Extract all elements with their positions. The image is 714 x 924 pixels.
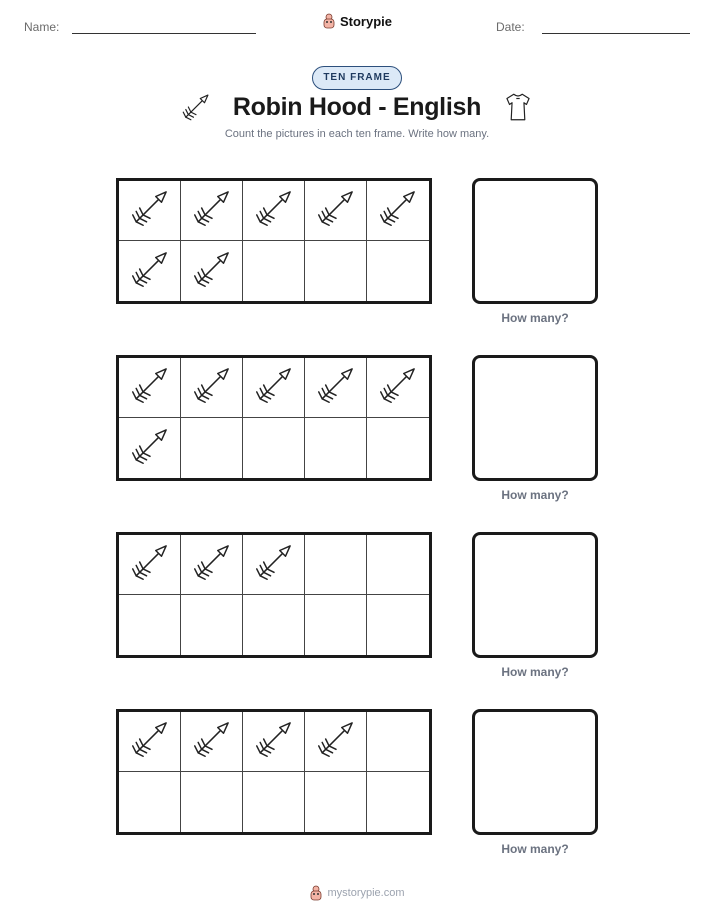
ten-frame-cell <box>243 595 305 655</box>
ten-frame-cell <box>243 772 305 832</box>
ten-frame-cell <box>367 772 429 832</box>
arrow-icon <box>127 716 173 767</box>
date-label: Date: <box>496 20 525 34</box>
ten-frame-cell <box>305 181 367 241</box>
ten-frame-cell <box>119 535 181 595</box>
date-line[interactable] <box>542 33 690 34</box>
instructions: Count the pictures in each ten frame. Write how many. <box>224 128 490 140</box>
brand-name: Storypie <box>339 13 392 29</box>
footer <box>0 885 714 901</box>
ten-frame <box>116 532 432 658</box>
ten-frame-cell <box>305 358 367 418</box>
ten-frame-badge: TEN FRAME <box>312 66 401 90</box>
ten-frame-cell <box>305 595 367 655</box>
ten-frame-cell <box>367 535 429 595</box>
ten-frame <box>116 178 432 304</box>
ten-frame-cell <box>305 535 367 595</box>
page-title: Robin Hood - English <box>232 92 482 121</box>
how-many-label: How many? <box>501 665 569 679</box>
ten-frame-cell <box>181 772 243 832</box>
how-many-label: How many? <box>501 842 569 856</box>
ten-frame-cell <box>243 418 305 478</box>
ten-frame-cell <box>119 418 181 478</box>
arrow-icon <box>375 362 421 413</box>
ten-frame-cell <box>305 772 367 832</box>
ten-frame-cell <box>367 181 429 241</box>
arrow-icon <box>313 362 359 413</box>
ten-frame-cell <box>119 181 181 241</box>
ten-frame-cell <box>181 595 243 655</box>
arrow-icon <box>251 185 297 236</box>
footer-url[interactable]: mystorypie.com <box>327 887 405 899</box>
ten-frame-cell <box>243 241 305 301</box>
answer-box[interactable] <box>472 355 598 481</box>
arrow-icon <box>179 90 213 124</box>
name-line[interactable] <box>72 33 256 34</box>
ten-frame-cell <box>181 535 243 595</box>
arrow-icon <box>127 185 173 236</box>
arrow-icon <box>251 539 297 590</box>
arrow-icon <box>189 362 235 413</box>
answer-box[interactable] <box>472 178 598 304</box>
ten-frame-cell <box>367 418 429 478</box>
arrow-icon <box>313 716 359 767</box>
arrow-icon <box>251 716 297 767</box>
ten-frame-cell <box>119 595 181 655</box>
how-many-label: How many? <box>501 311 569 325</box>
ten-frame-cell <box>305 241 367 301</box>
ten-frame-cell <box>243 712 305 772</box>
arrow-icon <box>189 185 235 236</box>
ten-frame-cell <box>181 241 243 301</box>
arrow-icon <box>375 185 421 236</box>
ten-frame <box>116 709 432 835</box>
ten-frame-cell <box>243 535 305 595</box>
ten-frame-cell <box>119 772 181 832</box>
arrow-icon <box>127 539 173 590</box>
arrow-icon <box>189 716 235 767</box>
arrow-icon <box>189 539 235 590</box>
answer-box[interactable] <box>472 709 598 835</box>
ten-frame-cell <box>181 181 243 241</box>
ten-frame-cell <box>119 358 181 418</box>
ten-frame <box>116 355 432 481</box>
tunic-icon <box>501 90 535 124</box>
ten-frame-cell <box>367 712 429 772</box>
arrow-icon <box>127 362 173 413</box>
ten-frame-cell <box>181 418 243 478</box>
ten-frame-cell <box>119 241 181 301</box>
ten-frame-cell <box>181 358 243 418</box>
ten-frame-cell <box>243 358 305 418</box>
ten-frame-cell <box>181 712 243 772</box>
brand-logo <box>0 13 714 29</box>
arrow-icon <box>189 246 235 297</box>
storypie-mascot-icon <box>309 885 323 901</box>
storypie-mascot-icon <box>322 13 336 29</box>
arrow-icon <box>251 362 297 413</box>
arrow-icon <box>127 423 173 474</box>
ten-frame-cell <box>367 241 429 301</box>
ten-frame-cell <box>119 712 181 772</box>
ten-frame-cell <box>367 595 429 655</box>
name-label: Name: <box>24 20 60 34</box>
answer-box[interactable] <box>472 532 598 658</box>
ten-frame-cell <box>367 358 429 418</box>
how-many-label: How many? <box>501 488 569 502</box>
arrow-icon <box>313 185 359 236</box>
ten-frame-cell <box>305 712 367 772</box>
ten-frame-cell <box>243 181 305 241</box>
ten-frame-cell <box>305 418 367 478</box>
arrow-icon <box>127 246 173 297</box>
